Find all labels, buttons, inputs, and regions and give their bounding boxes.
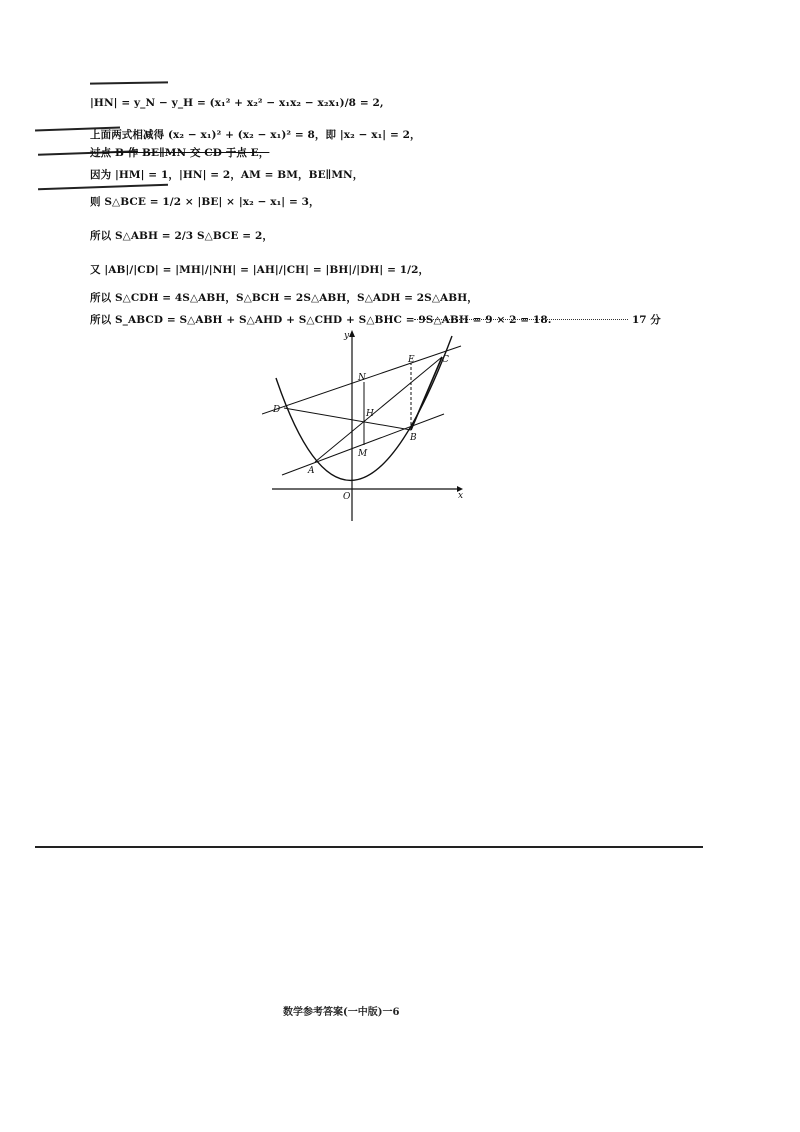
- label-point-N: N: [358, 373, 366, 383]
- line-DB: [284, 408, 411, 430]
- label-point-C: C: [442, 355, 449, 365]
- scan-stroke-1: [90, 81, 168, 84]
- page-bottom-rule: [35, 846, 703, 848]
- label-point-D: D: [273, 405, 281, 415]
- label-origin: O: [343, 492, 351, 502]
- scan-stroke-4: [38, 184, 168, 190]
- solution-line-1: |HN| = y_N − y_H = (x₁² + x₂² − x₁x₂ − x₂x₁)/8 = 2,: [90, 97, 384, 109]
- score-leader-dots: [414, 319, 628, 320]
- solution-line-5: 则 S△BCE = 1/2 × |BE| × |x₂ − x₁| = 3，: [90, 196, 320, 208]
- label-point-H: H: [366, 409, 374, 419]
- line-AB-extended: [282, 414, 444, 475]
- solution-line-8: 所以 S△CDH = 4S△ABH，S△BCH = 2S△ABH，S△ADH = 2S△ABH，: [90, 292, 478, 304]
- label-point-A: A: [308, 466, 315, 476]
- parabola-figure: [262, 326, 472, 526]
- label-point-B: B: [410, 433, 417, 443]
- label-y-axis: y: [344, 331, 350, 341]
- solution-line-9: 所以 S_ABCD = S△ABH + S△AHD + S△CHD + S△BHC = 9S△ABH = 9 × 2 = 18.: [90, 314, 552, 326]
- solution-line-2: 上面两式相减得 (x₂ − x₁)² + (x₂ − x₁)² = 8，即 |x₂ − x₁| = 2，: [90, 129, 421, 141]
- solution-line-7: 又 |AB|/|CD| = |MH|/|NH| = |AH|/|CH| = |BH|/|DH| = 1/2，: [90, 264, 430, 276]
- y-axis-arrow: [349, 330, 355, 337]
- score-label: 17 分: [632, 314, 661, 326]
- solution-line-3: 过点 B 作 BE∥MN 交 CD 于点 E，: [90, 147, 270, 159]
- label-x-axis: x: [458, 491, 464, 501]
- label-point-M: M: [358, 449, 368, 459]
- line-BC: [411, 357, 442, 430]
- line-AC: [315, 357, 442, 462]
- label-point-E: E: [408, 355, 415, 365]
- solution-line-4: 因为 |HM| = 1，|HN| = 2，AM = BM，BE∥MN，: [90, 169, 364, 181]
- solution-line-6: 所以 S△ABH = 2/3 S△BCE = 2，: [90, 230, 273, 242]
- page-footer: 数学参考答案(一中版)一6: [283, 1007, 400, 1018]
